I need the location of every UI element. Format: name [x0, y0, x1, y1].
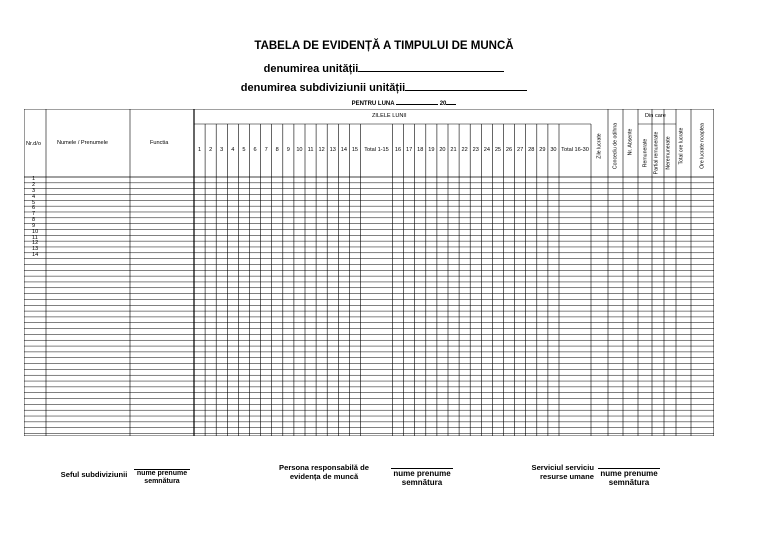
unit-name-blank — [358, 62, 504, 72]
day-number-label: 12 — [318, 147, 325, 153]
day-number-label: 13 — [329, 147, 336, 153]
day-number-label: 9 — [286, 147, 290, 153]
head-sign-line: semnătura — [144, 478, 180, 485]
day-number-label: 17 — [406, 147, 413, 153]
col-header-days: ZILELE LUNII — [372, 113, 407, 119]
responsible-name-line: nume prenume — [391, 468, 453, 478]
row-number: 4 — [32, 193, 36, 200]
col-header-partially-paid: Partial remunerate — [653, 131, 660, 175]
col-header-total-hours: Total ore lucrate — [678, 127, 685, 165]
unit-name-label: denumirea unității — [263, 63, 359, 75]
row-number: 14 — [32, 252, 39, 259]
responsible-signature-block — [391, 468, 453, 487]
day-number-label: 11 — [307, 147, 314, 153]
timesheet-table — [24, 109, 714, 436]
subunit-name-line — [0, 81, 768, 94]
day-total-label: Total 16-30 — [561, 147, 589, 153]
hr-label-line-1: Serviciul serviciu — [531, 463, 594, 472]
year-prefix: 20 — [439, 101, 447, 107]
day-number-label: 27 — [517, 147, 524, 153]
day-number-label: 8 — [275, 147, 279, 153]
col-header-nr: Nr.d/o — [26, 141, 41, 147]
day-total-label: Total 1-15 — [364, 147, 389, 153]
responsible-sign-line: semnătura — [401, 478, 443, 487]
day-number-label: 1 — [197, 147, 202, 153]
col-header-of-which: Din care — [645, 113, 666, 119]
day-number-label: 4 — [231, 147, 235, 153]
head-of-subdivision-label: Seful subdiviziunii — [60, 470, 128, 479]
day-number-label: 29 — [539, 147, 546, 153]
row-number: 9 — [32, 222, 36, 229]
day-number-label: 7 — [264, 147, 268, 153]
row-number: 8 — [32, 217, 36, 224]
month-blank — [396, 99, 438, 105]
row-number: 11 — [32, 234, 38, 241]
day-number-label: 21 — [450, 147, 457, 153]
day-number-label: 22 — [461, 147, 468, 153]
row-number: 1 — [32, 176, 36, 183]
hr-service-label — [512, 463, 594, 481]
day-number-label: 14 — [340, 147, 347, 153]
day-number-label: 30 — [550, 147, 557, 153]
day-number-label: 28 — [528, 147, 535, 153]
day-number-label: 24 — [483, 147, 490, 153]
day-number-label: 6 — [253, 147, 257, 153]
responsible-label-line-1: Persona responsabilă de — [279, 463, 369, 472]
head-signature-block — [134, 469, 190, 486]
row-number: 3 — [32, 187, 36, 194]
day-number-label: 5 — [242, 147, 246, 153]
row-number: 2 — [32, 182, 36, 189]
col-header-absences: Nr. Absente — [627, 128, 634, 156]
period-label: PENTRU LUNA — [351, 101, 395, 107]
row-number: 10 — [32, 228, 39, 235]
day-number-label: 26 — [505, 147, 513, 153]
day-number-label: 15 — [351, 147, 359, 153]
col-header-name: Numele / Prenumele — [57, 140, 108, 146]
row-number: 13 — [32, 246, 39, 253]
timesheet-grid — [24, 109, 714, 436]
day-number-label: 19 — [428, 147, 435, 153]
day-number-label: 16 — [394, 147, 402, 153]
year-blank — [446, 99, 456, 105]
hr-signature-block — [598, 468, 660, 487]
day-number-label: 3 — [220, 147, 224, 153]
form-title: TABELA DE EVIDENȚĂ A TIMPULUI DE MUNCĂ — [254, 40, 514, 52]
row-number: 6 — [32, 205, 36, 212]
day-number-label: 20 — [439, 147, 446, 153]
head-name-line: nume prenume — [134, 469, 190, 478]
day-number-label: 23 — [472, 147, 479, 153]
day-number-label: 25 — [494, 147, 502, 153]
day-number-label: 10 — [296, 147, 303, 153]
row-number: 5 — [32, 199, 36, 206]
period-line — [20, 99, 768, 107]
row-number: 12 — [32, 240, 39, 247]
col-header-leave: Concediu de odihna — [612, 122, 619, 170]
subunit-name-label: denumirea subdiviziunii unității — [240, 82, 406, 94]
subunit-name-blank — [405, 81, 527, 91]
day-number-label: 2 — [209, 147, 213, 153]
row-number: 7 — [32, 211, 36, 218]
day-number-label: 18 — [417, 147, 424, 153]
col-header-paid: Remunerate — [642, 138, 649, 168]
responsible-label-line-2: evidența de muncă — [289, 472, 359, 481]
hr-label-line-2: resurse umane — [539, 472, 594, 481]
col-header-night-hours: Ore lucrate noaptea — [699, 123, 706, 169]
col-header-function: Functia — [150, 140, 169, 146]
hr-sign-line: semnătura — [608, 478, 650, 487]
col-header-worked-days: Zile lucrate — [596, 133, 603, 159]
col-header-unpaid: Neremunerate — [665, 136, 672, 170]
hr-name-line: nume prenume — [598, 468, 660, 478]
unit-name-line — [0, 62, 768, 75]
responsible-person-label — [264, 463, 384, 481]
